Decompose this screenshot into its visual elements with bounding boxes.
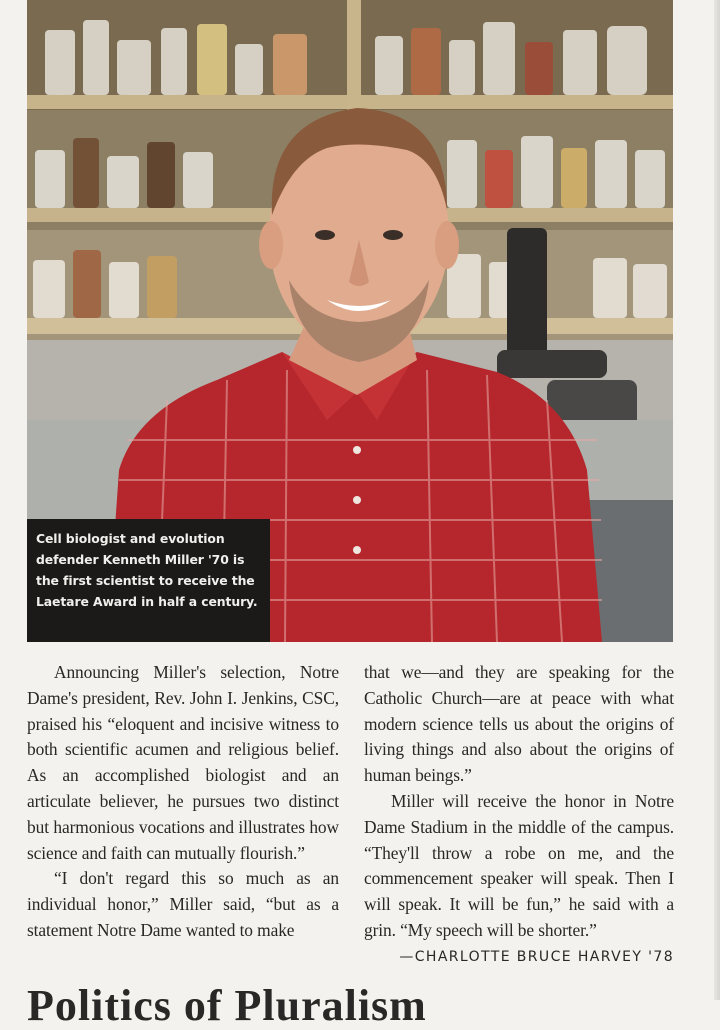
article-photo [27,0,673,642]
photo-caption: Cell biologist and evolution defender Kenneth Miller '70 is the first scientist to receive the Laetare Award in half a century. [36,531,258,609]
article-byline: —CHARLOTTE BRUCE HARVEY '78 [399,948,674,965]
next-article-heading [27,981,687,1030]
article-paragraph: Announcing Miller's selection, Notre Dame's president, Rev. John I. Jenkins, CSC, praised his “eloquent and incisive witness to both scientific acumen and religious belief. As an accomplished biologist and an articulate believer, he pursues two distinct but harmonious vocations and illustrates how science and faith can mutually flourish.” [27,662,339,863]
article-paragraph: “I don't regard this so much as an individual honor,” Miller said, “but as a statement Notre Dame wanted to make [27,868,339,940]
photo-caption-box [27,519,270,642]
article-column-left [27,660,339,944]
article-paragraph: that we—and they are speaking for the Catholic Church—are at peace with what modern science tells us about the origins of living things and also about the origins of human beings.” [364,662,674,786]
page-edge [714,0,720,1000]
article-paragraph: Miller will receive the honor in Notre Dame Stadium in the middle of the campus. “They'll throw a robe on me, and the commencement speaker will speak. Then I will speak. It will be fun,” he said with a grin. “My speech will be shorter.” [364,790,674,940]
next-article-heading-text: Politics of Pluralism [27,981,427,1030]
article-column-right [364,660,674,970]
